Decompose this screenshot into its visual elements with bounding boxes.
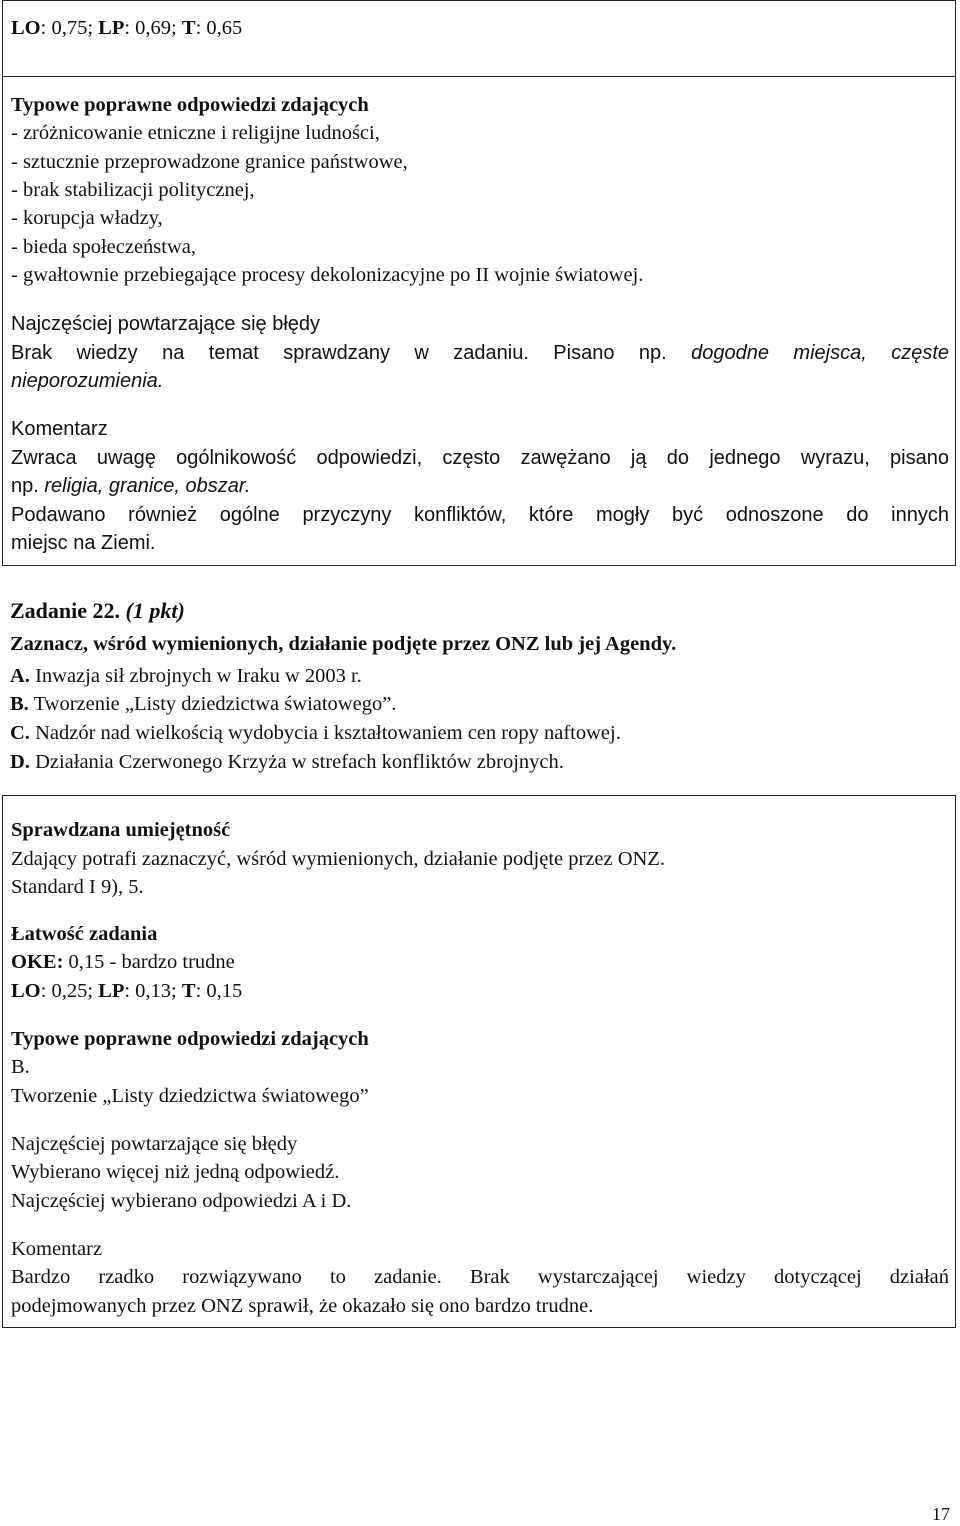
typical-answer-item: - sztucznie przeprowadzone granice państwowe, [11,151,408,173]
comment-text: Zwraca uwagę ogólnikowość odpowiedzi, często zawężano ją do jednego wyrazu, pisano [11,447,949,469]
page-number: 17 [932,1504,950,1524]
errors-heading: Najczęściej powtarzające się błędy [11,313,321,335]
comment-text-examples: np. religia, granice, obszar. [11,475,251,497]
comment-heading: Komentarz [11,418,108,440]
task-option-c: C. Nadzór nad wielkością wydobycia i kształtowaniem cen ropy naftowej. [10,722,621,744]
skill-heading: Sprawdzana umiejętność [11,819,231,841]
comment-heading: Komentarz [11,1238,103,1260]
skill-standard: Standard I 9), 5. [11,876,144,898]
typical-answers-heading: Typowe poprawne odpowiedzi zdających [11,94,369,116]
task-question: Zaznacz, wśród wymienionych, działanie podjęte przez ONZ lub jej Agendy. [10,633,677,655]
task-title: Zadanie 22. (1 pkt) [10,598,185,623]
errors-text: Najczęściej wybierano odpowiedzi A i D. [11,1190,352,1212]
errors-text: Brak wiedzy na temat sprawdzany w zadaniu. Pisano np. dogodne miejsca, częste [11,342,949,364]
comment-text: Podawano również ogólne przyczyny konfliktów, które mogły być odnoszone do innych [11,504,949,526]
typical-answer-item: - brak stabilizacji politycznej, [11,179,255,201]
scores-line: LO: 0,25; LP: 0,13; T: 0,15 [11,980,243,1002]
answer-key-box-task-22 [2,795,956,1328]
answer-key-box-task-21 [2,0,956,566]
typical-answer-item: - korupcja władzy, [11,207,163,229]
task-option-b: B. Tworzenie „Listy dziedzictwa światowego”. [10,693,397,715]
typical-answer-item: - zróżnicowanie etniczne i religijne ludności, [11,122,380,144]
errors-text-cont: nieporozumienia. [11,370,164,392]
typical-answer-text: Tworzenie „Listy dziedzictwa światowego” [11,1085,369,1107]
typical-answers-heading: Typowe poprawne odpowiedzi zdających [11,1028,369,1050]
comment-text: podejmowanych przez ONZ sprawił, że okazało się ono bardzo trudne. [11,1295,594,1317]
section-divider [3,76,955,77]
task-option-a: A. Inwazja sił zbrojnych w Iraku w 2003 r. [10,665,362,687]
ease-heading: Łatwość zadania [11,923,158,945]
errors-heading: Najczęściej powtarzające się błędy [11,1133,298,1155]
comment-text: Bardzo rzadko rozwiązywano to zadanie. Brak wystarczającej wiedzy dotyczącej działań [11,1266,949,1288]
comment-text: miejsc na Ziemi. [11,532,156,554]
scores-line: LO: 0,75; LP: 0,69; T: 0,65 [11,17,243,39]
typical-answer-letter: B. [11,1056,30,1078]
task-option-d: D. Działania Czerwonego Krzyża w strefach konfliktów zbrojnych. [10,751,564,773]
typical-answer-item: - bieda społeczeństwa, [11,236,196,258]
oke-score: OKE: 0,15 - bardzo trudne [11,951,235,973]
skill-text: Zdający potrafi zaznaczyć, wśród wymienionych, działanie podjęte przez ONZ. [11,848,665,870]
errors-text: Wybierano więcej niż jedną odpowiedź. [11,1161,340,1183]
typical-answer-item: - gwałtownie przebiegające procesy dekolonizacyjne po II wojnie światowej. [11,264,644,286]
